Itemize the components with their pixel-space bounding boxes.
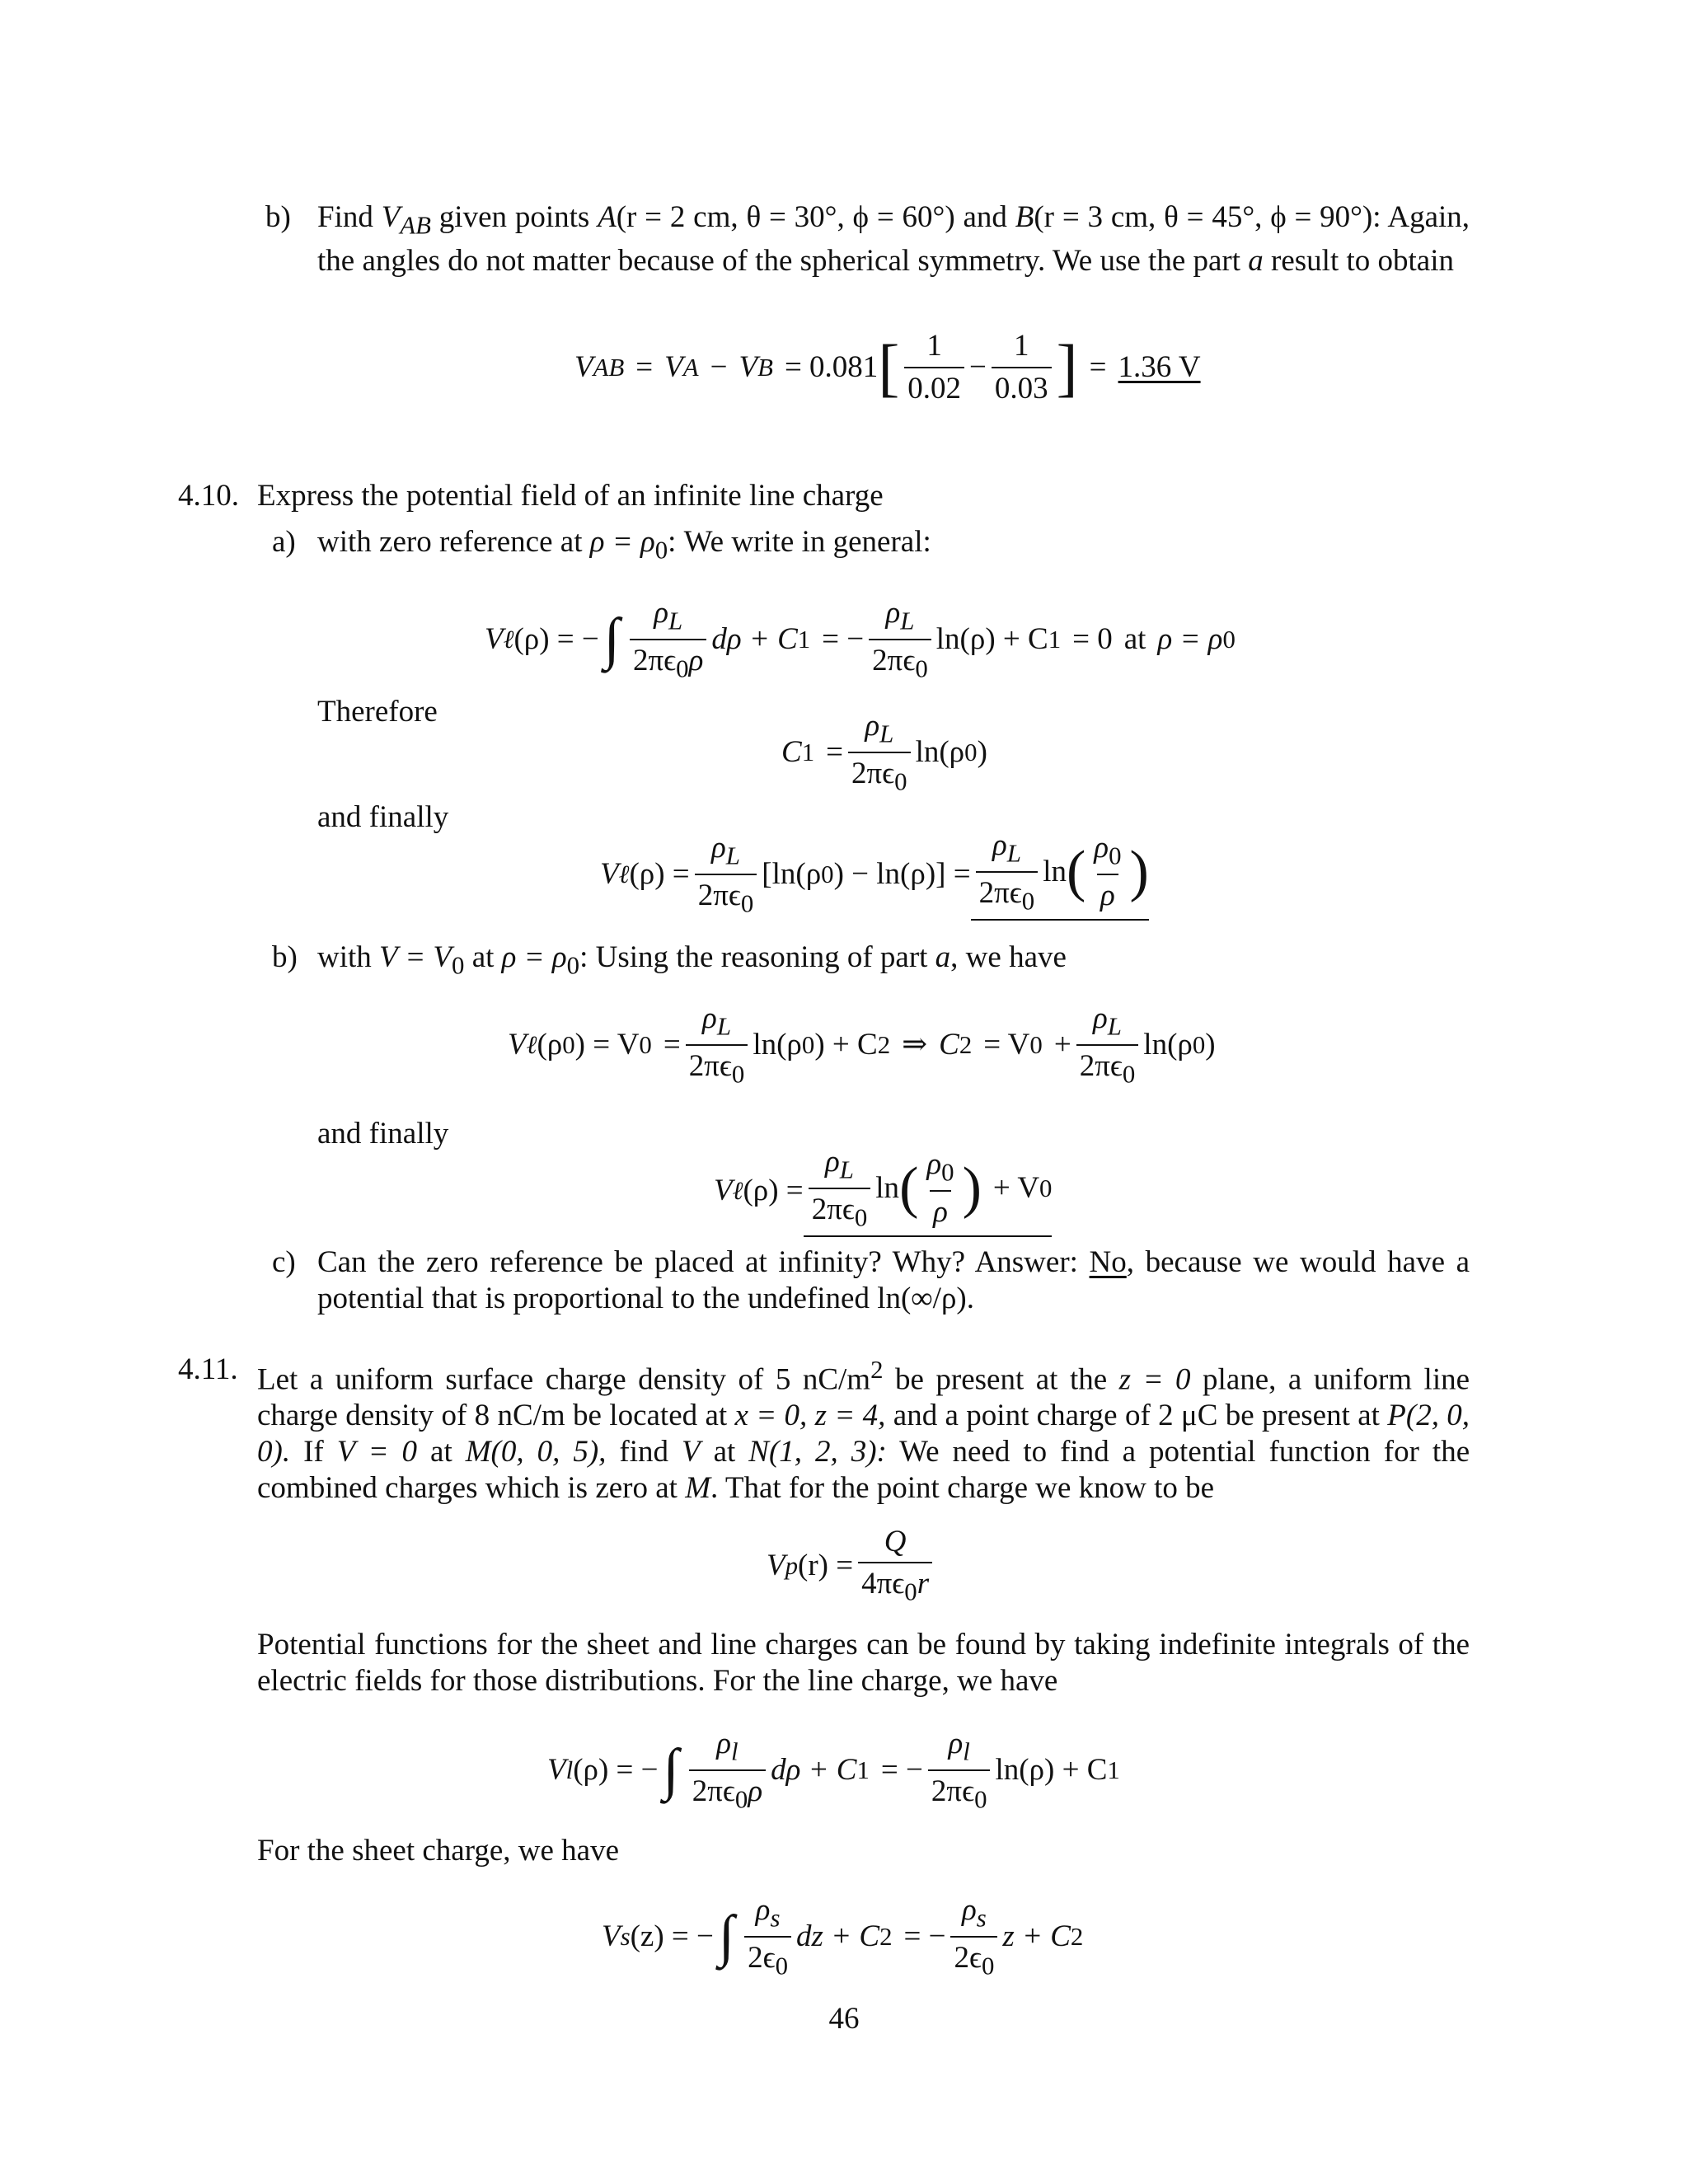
math-token: ρ xyxy=(825,1144,840,1179)
math-token: (r) = xyxy=(798,1549,854,1582)
text: and xyxy=(963,200,1007,234)
math-token: ℓ xyxy=(503,626,514,654)
integral-sign: ∫ xyxy=(603,607,620,671)
math-token: + V xyxy=(992,1171,1040,1205)
math-token: Potential functions for the sheet and line charges can be found by taking indefinite integrals xyxy=(257,1628,1390,1661)
math-token: V xyxy=(602,1919,621,1953)
math-token: 1 xyxy=(1048,626,1062,654)
math-token: L xyxy=(716,1012,731,1041)
paragraph-potential-functions xyxy=(257,1627,1470,1699)
fraction xyxy=(928,1727,991,1815)
part-b-intro xyxy=(317,940,1067,983)
math-token: ln(ρ xyxy=(915,735,965,769)
text-and-finally: and finally xyxy=(317,800,449,834)
math-token: 0 xyxy=(821,860,834,888)
math-token: 0 xyxy=(1039,1174,1053,1202)
math-token: We need to find a potential function xyxy=(899,1435,1371,1469)
math-token: 2πϵ xyxy=(851,756,895,790)
math-token: dz + C xyxy=(796,1919,880,1953)
math-token: r xyxy=(917,1567,930,1601)
math-token: a xyxy=(935,940,951,974)
math-token: 2 xyxy=(870,1356,884,1384)
math-token: at xyxy=(1123,622,1146,656)
integral-sign: ∫ xyxy=(718,1905,735,1968)
paren-close: ) xyxy=(1129,840,1149,903)
math-token: 4πϵ xyxy=(861,1567,905,1601)
math-token: (ρ) = − xyxy=(573,1753,659,1787)
math-token: s xyxy=(770,1904,781,1933)
equation-line-charge xyxy=(547,1726,1120,1813)
math-token: V = V xyxy=(379,940,452,974)
math: − xyxy=(710,350,728,384)
math: = 0.081 xyxy=(784,350,879,384)
math-token: = xyxy=(663,1028,681,1062)
math-token: 2πϵ xyxy=(811,1192,855,1226)
fraction xyxy=(976,828,1039,916)
equation-c1 xyxy=(781,708,987,795)
math-token: 0 xyxy=(1109,841,1122,870)
math-token: ln(ρ) + C xyxy=(935,622,1048,656)
math-token: ρ xyxy=(885,595,901,630)
math-token: ρ = ρ xyxy=(589,525,655,559)
page-number: 46 xyxy=(828,2002,860,2036)
fraction xyxy=(630,596,706,684)
math-token: at xyxy=(1357,1399,1380,1433)
math-token: ℓ xyxy=(618,860,630,888)
boxed-result xyxy=(971,828,1149,921)
fraction xyxy=(904,329,964,406)
math-token: 0 xyxy=(1021,886,1035,915)
part-label: c) xyxy=(272,1245,296,1279)
math-token: ρ xyxy=(748,1774,763,1808)
math-token: l xyxy=(730,1737,738,1766)
paren-open: ( xyxy=(899,1156,919,1220)
paragraph-4-9b xyxy=(317,199,1470,279)
math-token: be present at the xyxy=(895,1362,1108,1397)
math-token: , we have xyxy=(950,940,1067,974)
math-token: dρ + C xyxy=(771,1753,857,1787)
math-token: 2πϵ xyxy=(697,878,741,912)
math-token: Q xyxy=(884,1524,907,1558)
math-token: 2πϵ xyxy=(688,1048,732,1083)
math-token: at xyxy=(430,1435,452,1469)
math-token: M(0, 0, 5), xyxy=(465,1435,607,1469)
math-token: 1 xyxy=(801,738,815,766)
fraction xyxy=(848,709,911,797)
math-token: = 0 xyxy=(1072,622,1113,656)
math-token: 1 xyxy=(797,626,811,654)
math-token: ρ xyxy=(716,1726,731,1760)
math-token: , because we would have xyxy=(1126,1245,1445,1279)
math-token: a potential that is proportional to the undefined ln(∞/ρ). xyxy=(317,1245,1470,1315)
math-token: (ρ) = xyxy=(629,857,690,891)
math: V xyxy=(574,350,593,384)
math-token: x = 0, z = 4, xyxy=(734,1399,886,1433)
math-token: ln xyxy=(1043,855,1067,888)
math-token: with xyxy=(317,940,372,974)
math-token: 0 xyxy=(1029,1031,1043,1059)
bracket-open: [ xyxy=(878,331,900,403)
math-token: ρ xyxy=(1093,1001,1108,1035)
part-a-intro xyxy=(317,524,931,568)
part-label: b) xyxy=(265,200,291,234)
text: result to obtain xyxy=(1271,244,1454,279)
math-token: L xyxy=(725,841,740,870)
math-token: 1 xyxy=(1107,1756,1120,1784)
math-token: ln(ρ xyxy=(753,1028,802,1062)
problem-title: Express the potential field of an infinite line charge xyxy=(257,479,884,513)
math-token: 1 xyxy=(926,328,942,363)
math-token: C xyxy=(939,1028,959,1062)
equation-v0 xyxy=(508,1001,1216,1088)
math-token: charge density of 8 nC/m be located at xyxy=(257,1399,728,1433)
math-token: z + C xyxy=(1002,1919,1071,1953)
math-sub: B xyxy=(757,354,773,382)
boxed-result xyxy=(804,1145,1053,1238)
math-token: 0 xyxy=(740,888,754,917)
math-token: for the combined charges which is zero at xyxy=(257,1435,1470,1506)
math-token: 0 xyxy=(1192,1031,1206,1059)
math-token: + xyxy=(1053,1028,1071,1062)
math-token: 2 xyxy=(1070,1923,1084,1951)
math-token: ln(ρ xyxy=(1143,1028,1193,1062)
math-token: ρ xyxy=(948,1726,964,1760)
problem-number: 4.11. xyxy=(178,1352,238,1386)
math-token: and a point charge of 2 μC be present xyxy=(893,1399,1350,1433)
answer-no: No xyxy=(1089,1245,1127,1279)
math-token: find xyxy=(619,1435,668,1469)
math-token: V xyxy=(767,1549,785,1582)
math: V xyxy=(664,350,683,384)
fraction xyxy=(950,1893,997,1981)
math: V xyxy=(381,200,401,234)
math-token: ℓ xyxy=(732,1177,743,1205)
math-token: plane, a uniform line xyxy=(1203,1362,1470,1397)
math-token: 1 xyxy=(1014,328,1029,363)
math-token: (ρ xyxy=(537,1028,563,1062)
math-token: ρ xyxy=(688,643,704,677)
math-token: = − xyxy=(880,1753,923,1787)
math-token: ) = V xyxy=(574,1028,640,1062)
math-token: ) − ln(ρ)] = xyxy=(833,857,971,891)
math-token: 2πϵ xyxy=(872,643,916,677)
math-token: 2πϵ xyxy=(931,1774,975,1808)
math: a xyxy=(1248,244,1264,279)
math-token: 0 xyxy=(639,1031,652,1059)
part-label: a) xyxy=(272,525,296,559)
math-token: 0 xyxy=(894,766,907,795)
math-token: Can the zero reference be placed at infinity? Why? Answer: xyxy=(317,1245,1078,1279)
fraction xyxy=(1090,831,1124,913)
text-sheet-charge: For the sheet charge, we have xyxy=(257,1834,620,1868)
math-token: ρ xyxy=(865,708,880,743)
part-label: b) xyxy=(272,940,298,974)
math-token: ln xyxy=(875,1171,900,1205)
text: given points xyxy=(438,200,590,234)
math: = xyxy=(635,350,654,384)
math-token: ρ = ρ xyxy=(1157,622,1223,656)
fraction xyxy=(858,1525,932,1607)
math-token: V xyxy=(485,622,504,656)
math-token: 0 xyxy=(915,654,928,682)
math-token: C xyxy=(781,735,802,769)
math-token: dρ + C xyxy=(711,622,798,656)
math-token: V xyxy=(508,1028,527,1062)
math-token: V = 0 xyxy=(336,1435,418,1469)
math-token: V xyxy=(714,1174,733,1207)
math-token: (z) = − xyxy=(630,1919,714,1953)
math-token: ρ xyxy=(1094,830,1109,865)
math-token: 2ϵ xyxy=(748,1940,776,1975)
math-token: ρ = ρ xyxy=(501,940,567,974)
math-token: 0 xyxy=(1122,1059,1136,1088)
math-token: 0 xyxy=(801,1031,815,1059)
part-c-text xyxy=(317,1244,1470,1317)
math-token: ) xyxy=(1205,1028,1216,1062)
math: − xyxy=(969,350,987,384)
math: (r = 2 cm, θ = 30°, ϕ = 60°) xyxy=(616,200,955,234)
math-token: : Using the reasoning of part xyxy=(579,940,928,974)
math-token: 0 xyxy=(566,951,580,980)
math-token: ρ xyxy=(702,1001,717,1035)
math-token: 0 xyxy=(654,536,668,565)
math-sub: AB xyxy=(593,354,625,382)
math-token: ρ xyxy=(926,1146,942,1181)
implies-arrow: ⇒ xyxy=(902,1028,928,1062)
fraction xyxy=(809,1145,871,1233)
math-token: at xyxy=(471,940,495,974)
math-token: s xyxy=(620,1923,631,1951)
fraction xyxy=(869,596,931,684)
math-token: 0 xyxy=(981,1951,995,1980)
math-token: 0 xyxy=(734,1784,748,1813)
math: V xyxy=(738,350,758,384)
math-token: 0.03 xyxy=(992,367,1052,407)
fraction xyxy=(923,1147,957,1230)
math-token: 0 xyxy=(676,654,689,682)
math-token: 2πϵ xyxy=(692,1774,735,1808)
text-therefore: Therefore xyxy=(317,695,438,729)
math-token: L xyxy=(1006,839,1021,868)
math-token: 0.02 xyxy=(904,367,964,407)
math-token: 2ϵ xyxy=(954,1940,982,1975)
fraction xyxy=(695,831,757,919)
math-token: (ρ) = − xyxy=(513,622,599,656)
paragraph-4-11 xyxy=(257,1352,1470,1507)
math-token: ln(ρ) + C xyxy=(995,1753,1108,1787)
paren-close: ) xyxy=(962,1156,982,1220)
math-token: at xyxy=(713,1435,736,1469)
math-token: (ρ) = xyxy=(743,1174,804,1207)
equation-line-potential xyxy=(485,595,1236,682)
math-sub: A xyxy=(682,354,699,382)
math-token: 2πϵ xyxy=(1079,1048,1123,1083)
math-token: ) + C xyxy=(814,1028,878,1062)
equation-sheet-charge xyxy=(602,1892,1084,1980)
math-token: ρ xyxy=(992,827,1007,862)
fraction xyxy=(992,329,1052,406)
math-token: ρ xyxy=(962,1892,977,1927)
math-token: V xyxy=(547,1753,566,1787)
math-token: L xyxy=(668,607,683,635)
math-token: ρ xyxy=(1100,878,1115,912)
math-token: L xyxy=(900,607,915,635)
fraction xyxy=(744,1893,791,1981)
result: 1.36 V xyxy=(1118,350,1201,384)
math-token: 0 xyxy=(854,1202,868,1231)
math-token: 0 xyxy=(941,1158,954,1187)
math-token: N(1, 2, 3): xyxy=(748,1435,887,1469)
math-token: L xyxy=(839,1155,854,1184)
paren-open: ( xyxy=(1066,840,1086,903)
math-token: s xyxy=(976,1904,987,1933)
math-token: V xyxy=(600,857,619,891)
problem-number: 4.10. xyxy=(178,479,239,513)
math-token: 2 xyxy=(877,1031,891,1059)
math-token: 1 xyxy=(856,1756,870,1784)
math-token: 0 xyxy=(974,1784,987,1813)
math-token: 2 xyxy=(879,1923,893,1951)
math-token: of the electric fields for those distributions. For the line charge, we have xyxy=(257,1628,1470,1698)
integral-sign: ∫ xyxy=(663,1738,679,1802)
math-token: L xyxy=(1107,1012,1122,1041)
math-token: l xyxy=(565,1756,574,1784)
math-token: ρ xyxy=(933,1194,948,1229)
math-token: . That for the point charge we know to be xyxy=(710,1471,1215,1506)
math-token: = − xyxy=(822,622,865,656)
math-token: 2πϵ xyxy=(632,643,677,677)
math-token: ) xyxy=(977,735,987,769)
math-token: with zero reference at xyxy=(317,525,583,559)
text: Again, the angles do not matter because of the spherical symmetry. We use the part xyxy=(317,200,1470,279)
math-token: : We write in general: xyxy=(668,525,931,559)
math-token: = xyxy=(826,735,843,769)
fraction xyxy=(689,1727,766,1815)
equation-vab xyxy=(574,326,1201,409)
math-token: [ln(ρ xyxy=(762,857,822,891)
math-token: 0 xyxy=(1222,626,1236,654)
math-token: Let a uniform surface charge density of 5 nC/m xyxy=(257,1362,871,1397)
math: (r = 3 cm, θ = 45°, ϕ = 90°): xyxy=(1034,200,1381,234)
math-token: ρ xyxy=(654,595,668,630)
math-token: l xyxy=(963,1737,970,1766)
math-token: = V xyxy=(983,1028,1030,1062)
math-token: L xyxy=(879,719,894,748)
equation-line-potential-v0 xyxy=(714,1146,1052,1236)
math-token: p xyxy=(785,1552,799,1580)
math-token: 0 xyxy=(904,1577,917,1606)
math: = xyxy=(1089,350,1107,384)
fraction xyxy=(686,1001,748,1090)
equation-point-charge xyxy=(767,1525,937,1607)
math-token: ρ xyxy=(711,830,726,865)
math-token: P(2, 0, 0). xyxy=(257,1399,1470,1469)
math-token: z = 0 xyxy=(1118,1362,1191,1397)
math-token: = − xyxy=(903,1919,946,1953)
math-token: If xyxy=(303,1435,324,1469)
math-token: 2πϵ xyxy=(978,875,1022,910)
math-token: 0 xyxy=(964,738,978,766)
text-and-finally: and finally xyxy=(317,1117,449,1151)
text: Find xyxy=(317,200,373,234)
math-token: 0 xyxy=(775,1951,789,1980)
math-token: ρ xyxy=(755,1892,771,1927)
math-token: 2 xyxy=(959,1031,973,1059)
math-token: 0 xyxy=(452,951,465,980)
fraction xyxy=(1076,1001,1139,1090)
math-token: M xyxy=(685,1471,711,1506)
math: B xyxy=(1015,200,1034,234)
math-sub: AB xyxy=(400,211,431,240)
math-token: 0 xyxy=(731,1059,745,1088)
equation-line-potential-final xyxy=(600,829,1149,920)
math-token: 0 xyxy=(562,1031,575,1059)
math-token: V xyxy=(681,1435,701,1469)
math: A xyxy=(598,200,617,234)
math-token: ℓ xyxy=(526,1031,537,1059)
bracket-close: ] xyxy=(1056,331,1078,403)
